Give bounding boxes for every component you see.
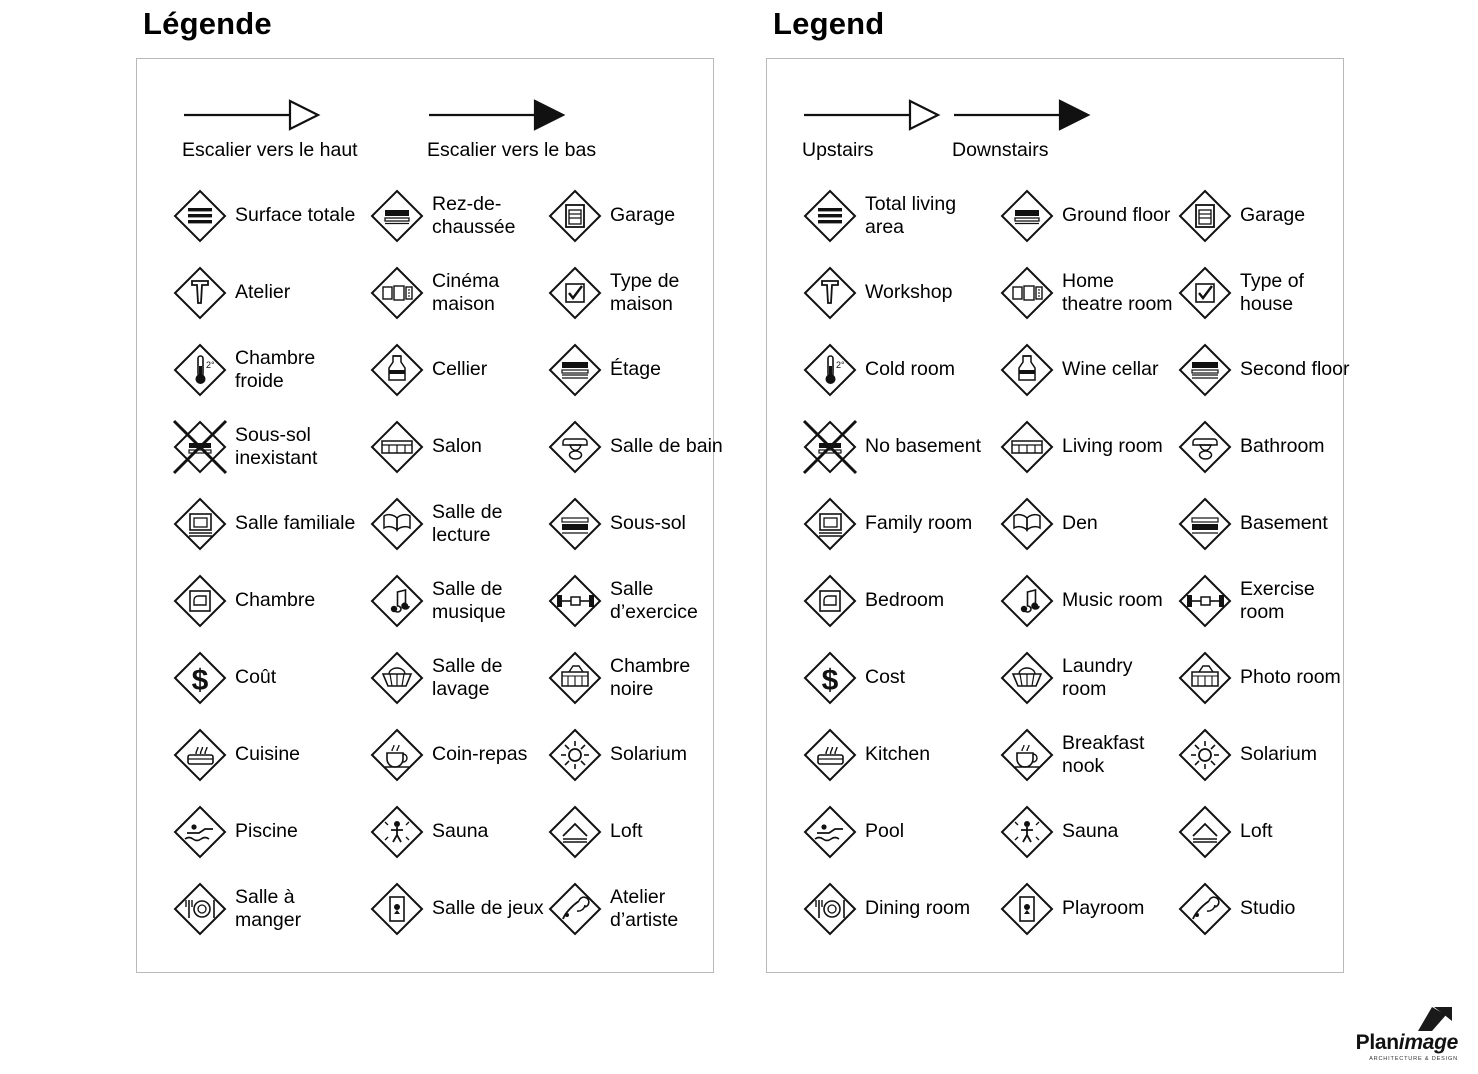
breakfast-nook-icon [999, 727, 1055, 783]
sauna-icon [999, 804, 1055, 860]
legend-entry [369, 331, 547, 408]
playroom-icon [369, 881, 425, 937]
arrow-downstairs-fr [427, 95, 596, 162]
legend-entry-label: Family room [865, 512, 973, 535]
legend-entry-label: Loft [610, 820, 643, 843]
family-room-icon [802, 496, 858, 552]
legend-entry-label: Wine cellar [1062, 358, 1159, 381]
no-basement-icon [172, 419, 228, 475]
legend-entry [369, 254, 547, 331]
second-floor-icon [547, 342, 603, 398]
legend-entry [802, 485, 999, 562]
legend-panel-fr [136, 58, 723, 973]
legend-entry-label: Ground floor [1062, 204, 1171, 227]
legend-entry [1177, 485, 1377, 562]
legend-entry-label: Kitchen [865, 743, 931, 766]
legend-entry-label: Surface totale [235, 204, 356, 227]
legend-entry [172, 870, 369, 947]
ground-floor-icon [999, 188, 1055, 244]
legend-entry [172, 716, 369, 793]
logo-word-image: image [1398, 1031, 1458, 1054]
bedroom-icon [802, 573, 858, 629]
legend-entry-label: Music room [1062, 589, 1163, 612]
legend-entry-label: Living room [1062, 435, 1163, 458]
legend-entry-label: Chambre froide [235, 346, 316, 392]
legend-entry-label: Sous-sol inexistant [235, 423, 318, 469]
legend-entry [1177, 408, 1377, 485]
legend-entry [802, 562, 999, 639]
legend-entry [999, 331, 1177, 408]
legend-entry-label: Salon [432, 435, 482, 458]
legend-entry-label: Type of house [1240, 269, 1304, 315]
type-of-house-icon [1177, 265, 1233, 321]
legend-entry [369, 793, 547, 870]
legend-entry [999, 485, 1177, 562]
legend-entry-label: Étage [610, 358, 661, 381]
cold-room-icon [802, 342, 858, 398]
legend-entry [369, 716, 547, 793]
legend-entry-label: Garage [1240, 204, 1306, 227]
legend-entry-label: Workshop [865, 281, 953, 304]
page-title-fr: Légende [143, 6, 272, 41]
legend-entry [802, 716, 999, 793]
legend-entry-label: Piscine [235, 820, 298, 843]
legend-entry-label: No basement [865, 435, 981, 458]
sauna-icon [369, 804, 425, 860]
legend-entry-label: Cinéma maison [432, 269, 500, 315]
legend-entry [547, 870, 747, 947]
den-icon [999, 496, 1055, 552]
kitchen-icon [172, 727, 228, 783]
arrow-outline-right-icon [802, 95, 942, 135]
solarium-icon [547, 727, 603, 783]
legend-entry [547, 254, 747, 331]
arrow-upstairs-fr [182, 95, 358, 162]
svg-text:$: $ [191, 663, 209, 697]
exercise-room-icon [1177, 573, 1233, 629]
legend-entry-label: Cuisine [235, 743, 301, 766]
legend-entry-label: Coût [235, 666, 277, 689]
music-room-icon [999, 573, 1055, 629]
legend-entry-label: Salle de musique [432, 577, 506, 623]
legend-entry-label: Rez-de-chaussée [432, 192, 516, 238]
legend-entry-label: Chambre [235, 589, 316, 612]
exercise-room-icon [547, 573, 603, 629]
music-room-icon [369, 573, 425, 629]
legend-entry-label: Chambre noire [610, 654, 691, 700]
workshop-icon [802, 265, 858, 321]
den-icon [369, 496, 425, 552]
cost-icon [802, 650, 858, 706]
legend-entry [999, 408, 1177, 485]
dining-room-icon [172, 881, 228, 937]
total-living-area-icon [172, 188, 228, 244]
pool-icon [802, 804, 858, 860]
legend-entry-label: Salle familiale [235, 512, 356, 535]
legend-entry-label: Coin-repas [432, 743, 528, 766]
home-theatre-icon [999, 265, 1055, 321]
legend-entry [802, 639, 999, 716]
legend-entry [999, 793, 1177, 870]
legend-entry-label: Solarium [610, 743, 687, 766]
legend-entry [999, 870, 1177, 947]
studio-icon [547, 881, 603, 937]
legend-entry-label: Sauna [432, 820, 489, 843]
svg-text:2°: 2° [836, 359, 845, 370]
legend-entry [1177, 793, 1377, 870]
svg-text:$: $ [821, 663, 839, 697]
legend-entry-label: Cold room [865, 358, 955, 381]
arrow-legend-en [767, 95, 1343, 190]
legend-entry [1177, 716, 1377, 793]
legend-entry [547, 408, 747, 485]
studio-icon [1177, 881, 1233, 937]
cold-room-icon [172, 342, 228, 398]
home-theatre-icon [369, 265, 425, 321]
legend-entry [999, 562, 1177, 639]
legend-entry [547, 331, 747, 408]
legend-entry [172, 177, 369, 254]
legend-entry [172, 408, 369, 485]
arrow-label-downstairs-fr: Escalier vers le bas [427, 139, 597, 161]
legend-entry-label: Laundry room [1062, 654, 1133, 700]
legend-entry-label: Exercise room [1240, 577, 1315, 623]
legend-entry-label: Dining room [865, 897, 971, 920]
legend-entry [369, 408, 547, 485]
garage-icon [1177, 188, 1233, 244]
photo-room-icon [547, 650, 603, 706]
legend-entry-label: Sous-sol [610, 512, 686, 535]
basement-icon [1177, 496, 1233, 552]
type-of-house-icon [547, 265, 603, 321]
legend-entry [1177, 331, 1377, 408]
legend-entry [1177, 254, 1377, 331]
legend-entry [547, 793, 747, 870]
logo-tagline: ARCHITECTURE & DESIGN [1369, 1056, 1458, 1062]
legend-entry [1177, 870, 1377, 947]
arrow-legend-fr [137, 95, 713, 190]
legend-entry [172, 485, 369, 562]
breakfast-nook-icon [369, 727, 425, 783]
legend-entry [172, 639, 369, 716]
legend-entry [172, 254, 369, 331]
legend-entry-label: Breakfast nook [1062, 731, 1145, 777]
legend-entry [802, 331, 999, 408]
legend-entry [999, 716, 1177, 793]
legend-panel-en [766, 58, 1350, 973]
legend-entry [369, 562, 547, 639]
living-room-icon [999, 419, 1055, 475]
legend-entry [369, 177, 547, 254]
legend-entry [172, 793, 369, 870]
legend-entry [999, 177, 1177, 254]
arrow-upstairs-en [802, 95, 942, 162]
legend-entry [547, 485, 747, 562]
logo-word-plan: Plan [1355, 1031, 1399, 1054]
laundry-room-icon [999, 650, 1055, 706]
legend-entry [802, 254, 999, 331]
legend-entry-label: Salle d’exercice [610, 577, 698, 623]
laundry-room-icon [369, 650, 425, 706]
living-room-icon [369, 419, 425, 475]
legend-entry [999, 639, 1177, 716]
legend-entry [172, 331, 369, 408]
bedroom-icon [172, 573, 228, 629]
wine-cellar-icon [999, 342, 1055, 398]
no-basement-icon [802, 419, 858, 475]
legend-entry-label: Atelier [235, 281, 291, 304]
legend-entry-label: Salle de lecture [432, 500, 503, 546]
legend-entry-label: Pool [865, 820, 905, 843]
legend-entry-label: Second floor [1240, 358, 1350, 381]
legend-entry [802, 177, 999, 254]
solarium-icon [1177, 727, 1233, 783]
legend-entry [547, 562, 747, 639]
workshop-icon [172, 265, 228, 321]
legend-entry-label: Cost [865, 666, 906, 689]
page-title-en: Legend [773, 6, 885, 41]
legend-entry [1177, 177, 1377, 254]
legend-entry [1177, 562, 1377, 639]
loft-icon [547, 804, 603, 860]
legend-entry-label: Solarium [1240, 743, 1317, 766]
ground-floor-icon [369, 188, 425, 244]
dining-room-icon [802, 881, 858, 937]
arrow-outline-right-icon [182, 95, 322, 135]
family-room-icon [172, 496, 228, 552]
arrow-downstairs-en [952, 95, 1092, 162]
brand-logo [1328, 1031, 1458, 1062]
legend-entry [999, 254, 1177, 331]
legend-entry-label: Salle de jeux [432, 897, 544, 920]
playroom-icon [999, 881, 1055, 937]
legend-entry-label: Den [1062, 512, 1098, 535]
arrow-filled-right-icon [427, 95, 567, 135]
bathroom-icon [1177, 419, 1233, 475]
legend-entry-label: Bedroom [865, 589, 945, 612]
legend-entry-label: Salle de lavage [432, 654, 503, 700]
arrow-label-upstairs-fr: Escalier vers le haut [182, 139, 358, 161]
legend-entry-label: Home theatre room [1062, 269, 1173, 315]
legend-entry-label: Sauna [1062, 820, 1119, 843]
legend-entry [1177, 639, 1377, 716]
arrow-filled-right-icon [952, 95, 1092, 135]
legend-entry [802, 793, 999, 870]
legend-entry [369, 639, 547, 716]
legend-entry-label: Type de maison [610, 269, 680, 315]
legend-entry [547, 639, 747, 716]
legend-entry [547, 177, 747, 254]
svg-text:2°: 2° [206, 359, 215, 370]
legend-entry [369, 485, 547, 562]
legend-entry-label: Bathroom [1240, 435, 1325, 458]
second-floor-icon [1177, 342, 1233, 398]
legend-entry-label: Total living area [865, 192, 957, 238]
bathroom-icon [547, 419, 603, 475]
garage-icon [547, 188, 603, 244]
legend-entry-label: Atelier d’artiste [610, 885, 679, 931]
legend-entry-label: Playroom [1062, 897, 1145, 920]
wine-cellar-icon [369, 342, 425, 398]
basement-icon [547, 496, 603, 552]
legend-entry [802, 408, 999, 485]
legend-entry-label: Studio [1240, 897, 1296, 920]
total-living-area-icon [802, 188, 858, 244]
cost-icon [172, 650, 228, 706]
legend-grid-en [767, 177, 1350, 947]
legend-entry [369, 870, 547, 947]
legend-entry-label: Salle de bain [610, 435, 723, 458]
kitchen-icon [802, 727, 858, 783]
legend-entry [802, 870, 999, 947]
arrow-label-upstairs-en: Upstairs [802, 139, 874, 161]
photo-room-icon [1177, 650, 1233, 706]
legend-entry-label: Photo room [1240, 666, 1341, 689]
loft-icon [1177, 804, 1233, 860]
legend-entry-label: Salle à manger [235, 885, 302, 931]
legend-entry-label: Cellier [432, 358, 488, 381]
logo-mark-icon [1412, 1005, 1456, 1035]
pool-icon [172, 804, 228, 860]
legend-entry [547, 716, 747, 793]
legend-entry-label: Garage [610, 204, 676, 227]
legend-entry [172, 562, 369, 639]
arrow-label-downstairs-en: Downstairs [952, 139, 1049, 161]
legend-entry-label: Basement [1240, 512, 1328, 535]
legend-grid-fr [137, 177, 723, 947]
legend-entry-label: Loft [1240, 820, 1273, 843]
